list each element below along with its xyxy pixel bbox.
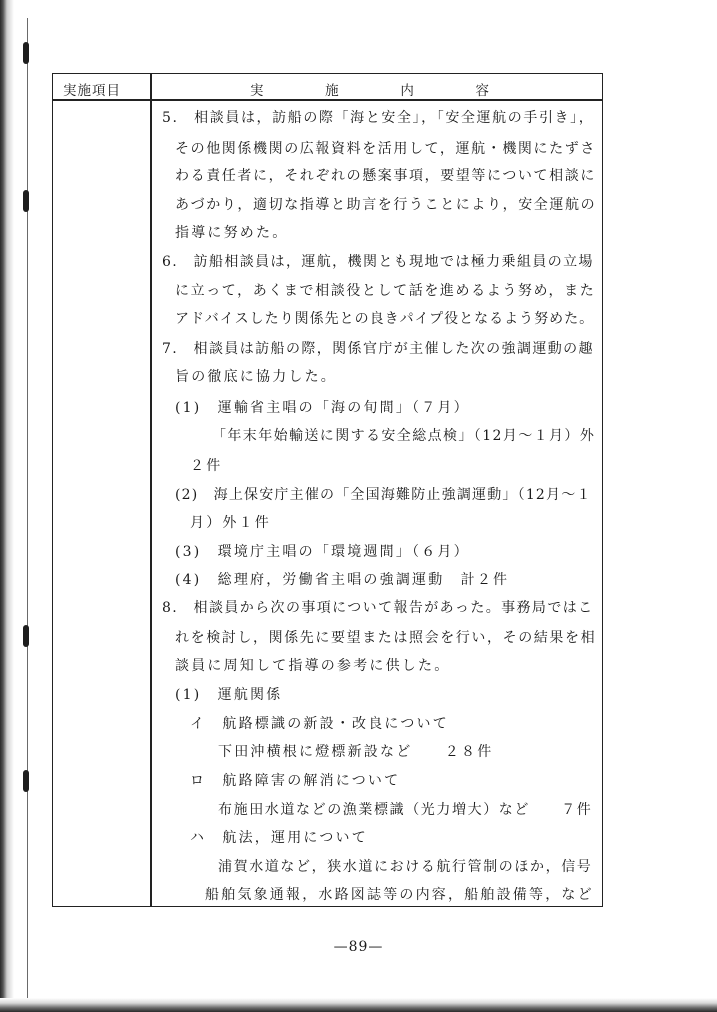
text-line: れを検討し，関係先に要望または照会を行い，その結果を相 xyxy=(175,630,597,646)
header-content-char: 実 xyxy=(250,83,265,99)
text-line: (1) 運輸省主唱の「海の旬間」（７月） xyxy=(175,400,470,416)
text-line: 5. 相談員は，訪船の際「海と安全」，「安全運航の手引き」， xyxy=(162,110,595,126)
text-line: ロ 航路障害の解消について xyxy=(190,773,401,789)
binding-line xyxy=(27,18,28,998)
binder-hole xyxy=(23,770,29,792)
text-line: 月）外１件 xyxy=(190,515,271,531)
text-line: (1) 運航関係 xyxy=(175,687,283,703)
text-line: (2) 海上保安庁主催の「全国海難防止強調運動」（12月～１ xyxy=(175,487,592,503)
text-line: イ 航路標識の新設・改良について xyxy=(190,716,449,732)
header-item-label: 実施項目 xyxy=(63,83,121,99)
binder-hole xyxy=(23,42,29,64)
text-line: に立って，あくまで相談役として話を進めるよう努め，また xyxy=(175,283,596,299)
text-line: 7. 相談員は訪船の際，関係官庁が主催した次の強調運動の趣 xyxy=(162,341,594,357)
text-line: ２件 xyxy=(190,458,223,474)
text-line: あづかり，適切な指導と助言を行うことにより，安全運航の xyxy=(175,197,597,213)
text-line: 浦賀水道など，狭水道における航行管制のほか，信号 xyxy=(218,859,593,875)
text-line: 6. 訪船相談員は，運航，機関とも現地では極力乗組員の立場 xyxy=(162,254,594,270)
header-content-label xyxy=(250,79,490,99)
header-content-char: 容 xyxy=(475,83,490,99)
header-content-char: 内 xyxy=(400,83,415,99)
page-bottom-shadow xyxy=(0,998,717,1012)
header-content-char: 施 xyxy=(325,83,340,99)
text-line: 船舶気象通報，水路図誌等の内容，船舶設備等，など xyxy=(205,887,594,903)
text-line: (4) 総理府，労働省主唱の強調運動 計２件 xyxy=(175,572,510,588)
text-line: 8. 相談員から次の事項について報告があった。事務局ではこ xyxy=(162,600,594,616)
text-line: 旨の徹底に協力した。 xyxy=(175,369,337,385)
text-line: 談員に周知して指導の参考に供した。 xyxy=(175,658,451,674)
binder-hole xyxy=(23,625,29,647)
text-line: 下田沖横根に燈標新設など ２８件 xyxy=(218,744,494,760)
text-line: 布施田水道などの漁業標識（光力増大）など ７件 xyxy=(218,802,593,818)
text-line: アドバイスしたり関係先との良きパイプ役となるよう努めた。 xyxy=(175,311,595,327)
text-line: 指導に努めた。 xyxy=(175,225,289,241)
binder-hole xyxy=(23,190,29,212)
text-line: ハ 航法，運用について xyxy=(190,830,368,846)
text-line: わる責任者に，それぞれの懸案事項，要望等について相談に xyxy=(175,168,596,184)
header-divider xyxy=(52,99,603,101)
text-line: その他関係機関の広報資料を活用して，運航・機関にたずさ xyxy=(175,141,596,157)
page-number: —89— xyxy=(333,939,384,955)
text-line: 「年末年始輸送に関する安全総点検」（12月～１月）外 xyxy=(212,428,596,444)
binding-shadow xyxy=(0,0,14,1012)
column-divider xyxy=(150,73,152,907)
text-line: (3) 環境庁主唱の「環境週間」（６月） xyxy=(175,544,470,560)
